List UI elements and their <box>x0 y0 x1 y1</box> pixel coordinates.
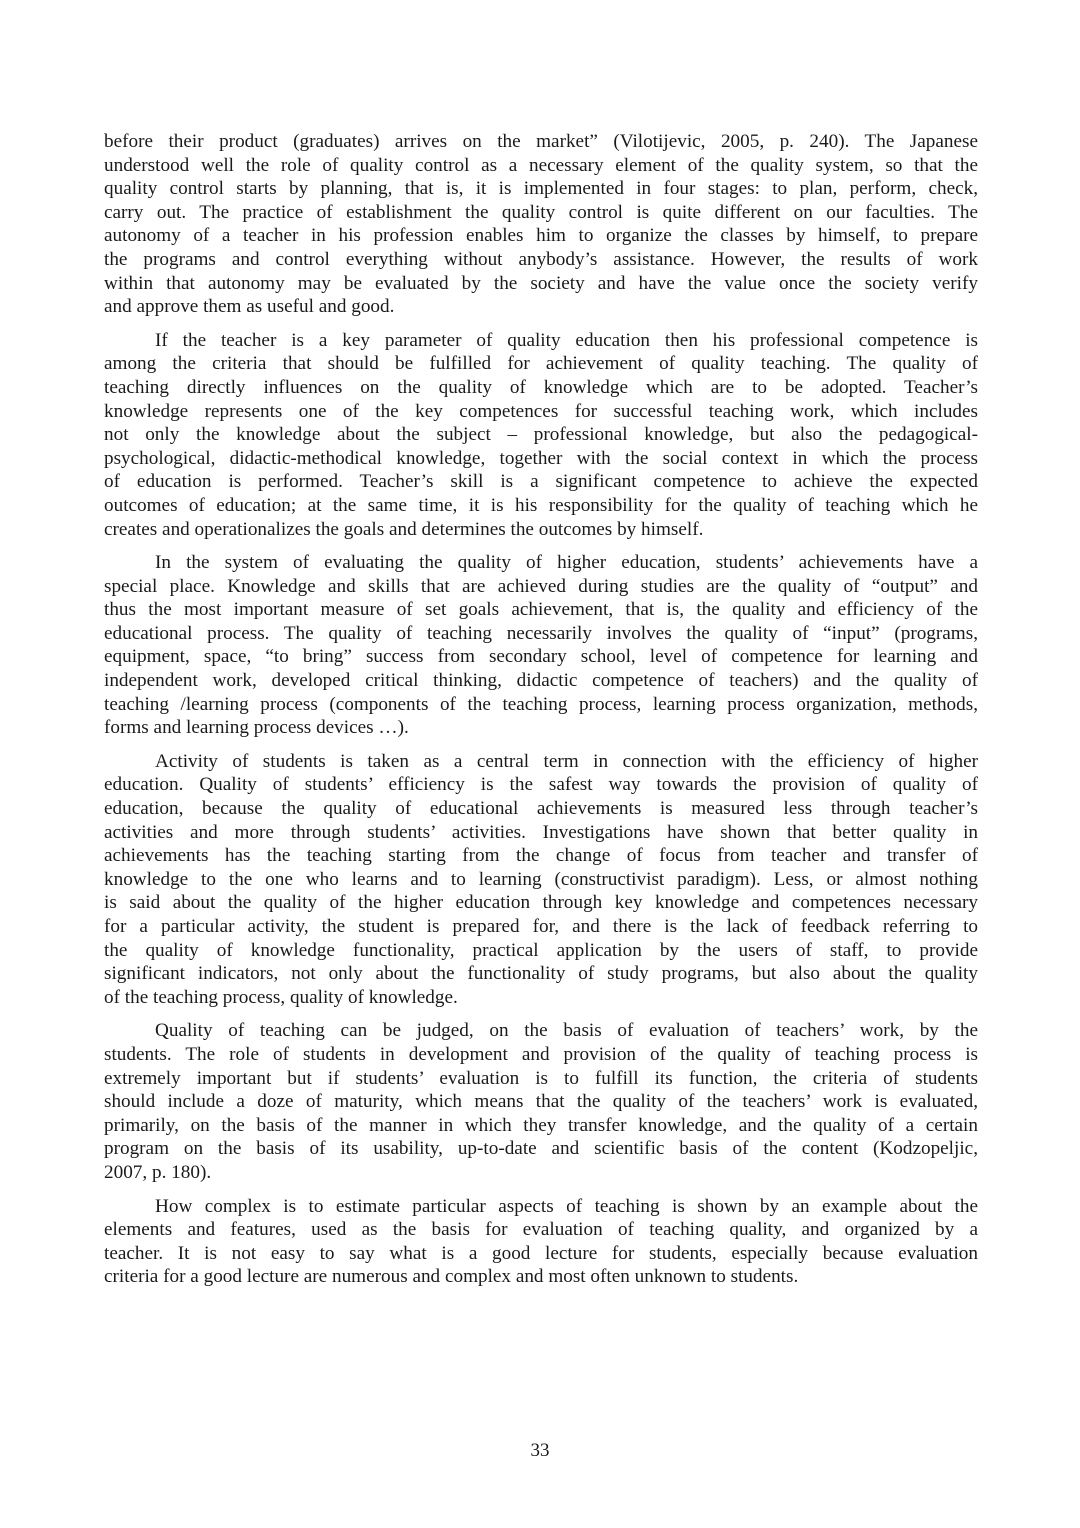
text-line: thus the most important measure of set goals achievement, that is, the quality and efficiency of the <box>104 599 978 621</box>
text-line: forms and learning process devices …). <box>104 717 409 739</box>
text-line: 2007, p. 180). <box>104 1161 212 1183</box>
text-line: of education is performed. Teacher’s skill is a significant competence to achieve the expected <box>104 471 978 493</box>
text-line: the quality of knowledge functionality, practical application by the users of staff, to provide <box>104 939 978 961</box>
text-line: teacher. It is not easy to say what is a good lecture for students, especially because evaluation <box>104 1242 978 1264</box>
text-line: students. The role of students in development and provision of the quality of teaching process is <box>104 1043 978 1065</box>
paragraph <box>104 1195 978 1289</box>
text-line: Quality of teaching can be judged, on the basis of evaluation of teachers’ work, by the <box>155 1020 978 1042</box>
paragraph <box>104 551 978 740</box>
text-line: quality control starts by planning, that is, it is implemented in four stages: to plan, perform, check, <box>104 178 978 200</box>
text-line: is said about the quality of the higher education through key knowledge and competences necessary <box>104 892 978 914</box>
text-line: autonomy of a teacher in his profession enables him to organize the classes by himself, to prepare <box>104 225 978 247</box>
text-line: significant indicators, not only about the functionality of study programs, but also about the quality <box>104 963 978 985</box>
text-line: carry out. The practice of establishment the quality control is quite different on our faculties. The <box>104 201 978 223</box>
text-line: outcomes of education; at the same time, it is his responsibility for the quality of teaching which he <box>104 494 978 516</box>
text-line: should include a doze of maturity, which means that the quality of the teachers’ work is evaluated, <box>104 1091 978 1113</box>
text-line: education. Quality of students’ efficiency is the safest way towards the provision of quality of <box>104 774 978 796</box>
text-line: education, because the quality of educational achievements is measured less through teacher’s <box>104 798 978 820</box>
text-line: criteria for a good lecture are numerous and complex and most often unknown to students. <box>104 1266 799 1288</box>
text-line: Activity of students is taken as a central term in connection with the efficiency of higher <box>155 750 978 772</box>
text-line: special place. Knowledge and skills that are achieved during studies are the quality of “output” and <box>104 575 978 597</box>
text-line: within that autonomy may be evaluated by the society and have the value once the society verify <box>104 272 978 294</box>
text-line: knowledge to the one who learns and to learning (constructivist paradigm). Less, or almost nothing <box>104 868 978 890</box>
text-line: among the criteria that should be fulfilled for achievement of quality teaching. The quality of <box>104 353 978 375</box>
text-line: In the system of evaluating the quality of higher education, students’ achievements have a <box>155 552 978 574</box>
text-line: educational process. The quality of teaching necessarily involves the quality of “input” (programs, <box>104 622 978 644</box>
text-line: How complex is to estimate particular aspects of teaching is shown by an example about the <box>155 1195 978 1217</box>
paragraph <box>104 130 978 319</box>
paragraph <box>104 329 978 541</box>
document-body <box>104 130 978 1299</box>
paragraph <box>104 750 978 1010</box>
text-line: not only the knowledge about the subject – professional knowledge, but also the pedagogical- <box>104 424 978 446</box>
text-line: activities and more through students’ activities. Investigations have shown that better quality in <box>104 821 978 843</box>
text-line: creates and operationalizes the goals and determines the outcomes by himself. <box>104 518 704 540</box>
text-line: for a particular activity, the student is prepared for, and there is the lack of feedback referring to <box>104 916 978 937</box>
text-line: If the teacher is a key parameter of quality education then his professional competence is <box>155 329 978 351</box>
text-line: knowledge represents one of the key competences for successful teaching work, which includes <box>104 400 978 422</box>
text-line: of the teaching process, quality of knowledge. <box>104 986 458 1008</box>
text-line: before their product (graduates) arrives on the market” (Vilotijevic, 2005, p. 240). The Japanese <box>104 131 978 152</box>
text-line: independent work, developed critical thinking, didactic competence of teachers) and the quality of <box>104 670 978 692</box>
paragraph <box>104 1019 978 1184</box>
text-line: teaching directly influences on the quality of knowledge which are to be adopted. Teacher’s <box>104 376 978 398</box>
text-line: psychological, didactic-methodical knowledge, together with the social context in which the process <box>104 447 978 469</box>
text-line: the programs and control everything without anybody’s assistance. However, the results of work <box>104 248 978 270</box>
page-number: 33 <box>530 1440 550 1461</box>
text-line: program on the basis of its usability, up-to-date and scientific basis of the content (Kodzopeljic, <box>104 1138 978 1160</box>
text-line: achievements has the teaching starting from the change of focus from teacher and transfer of <box>104 845 978 867</box>
text-line: primarily, on the basis of the manner in which they transfer knowledge, and the quality of a certain <box>104 1114 978 1136</box>
text-line: extremely important but if students’ evaluation is to fulfill its function, the criteria of students <box>104 1067 978 1089</box>
text-line: elements and features, used as the basis for evaluation of teaching quality, and organized by a <box>104 1219 978 1241</box>
text-line: and approve them as useful and good. <box>104 296 395 318</box>
text-line: equipment, space, “to bring” success from secondary school, level of competence for learning and <box>104 646 978 668</box>
text-line: understood well the role of quality control as a necessary element of the quality system, so that the <box>104 154 978 176</box>
text-line: teaching /learning process (components of the teaching process, learning process organization, methods, <box>104 693 978 715</box>
